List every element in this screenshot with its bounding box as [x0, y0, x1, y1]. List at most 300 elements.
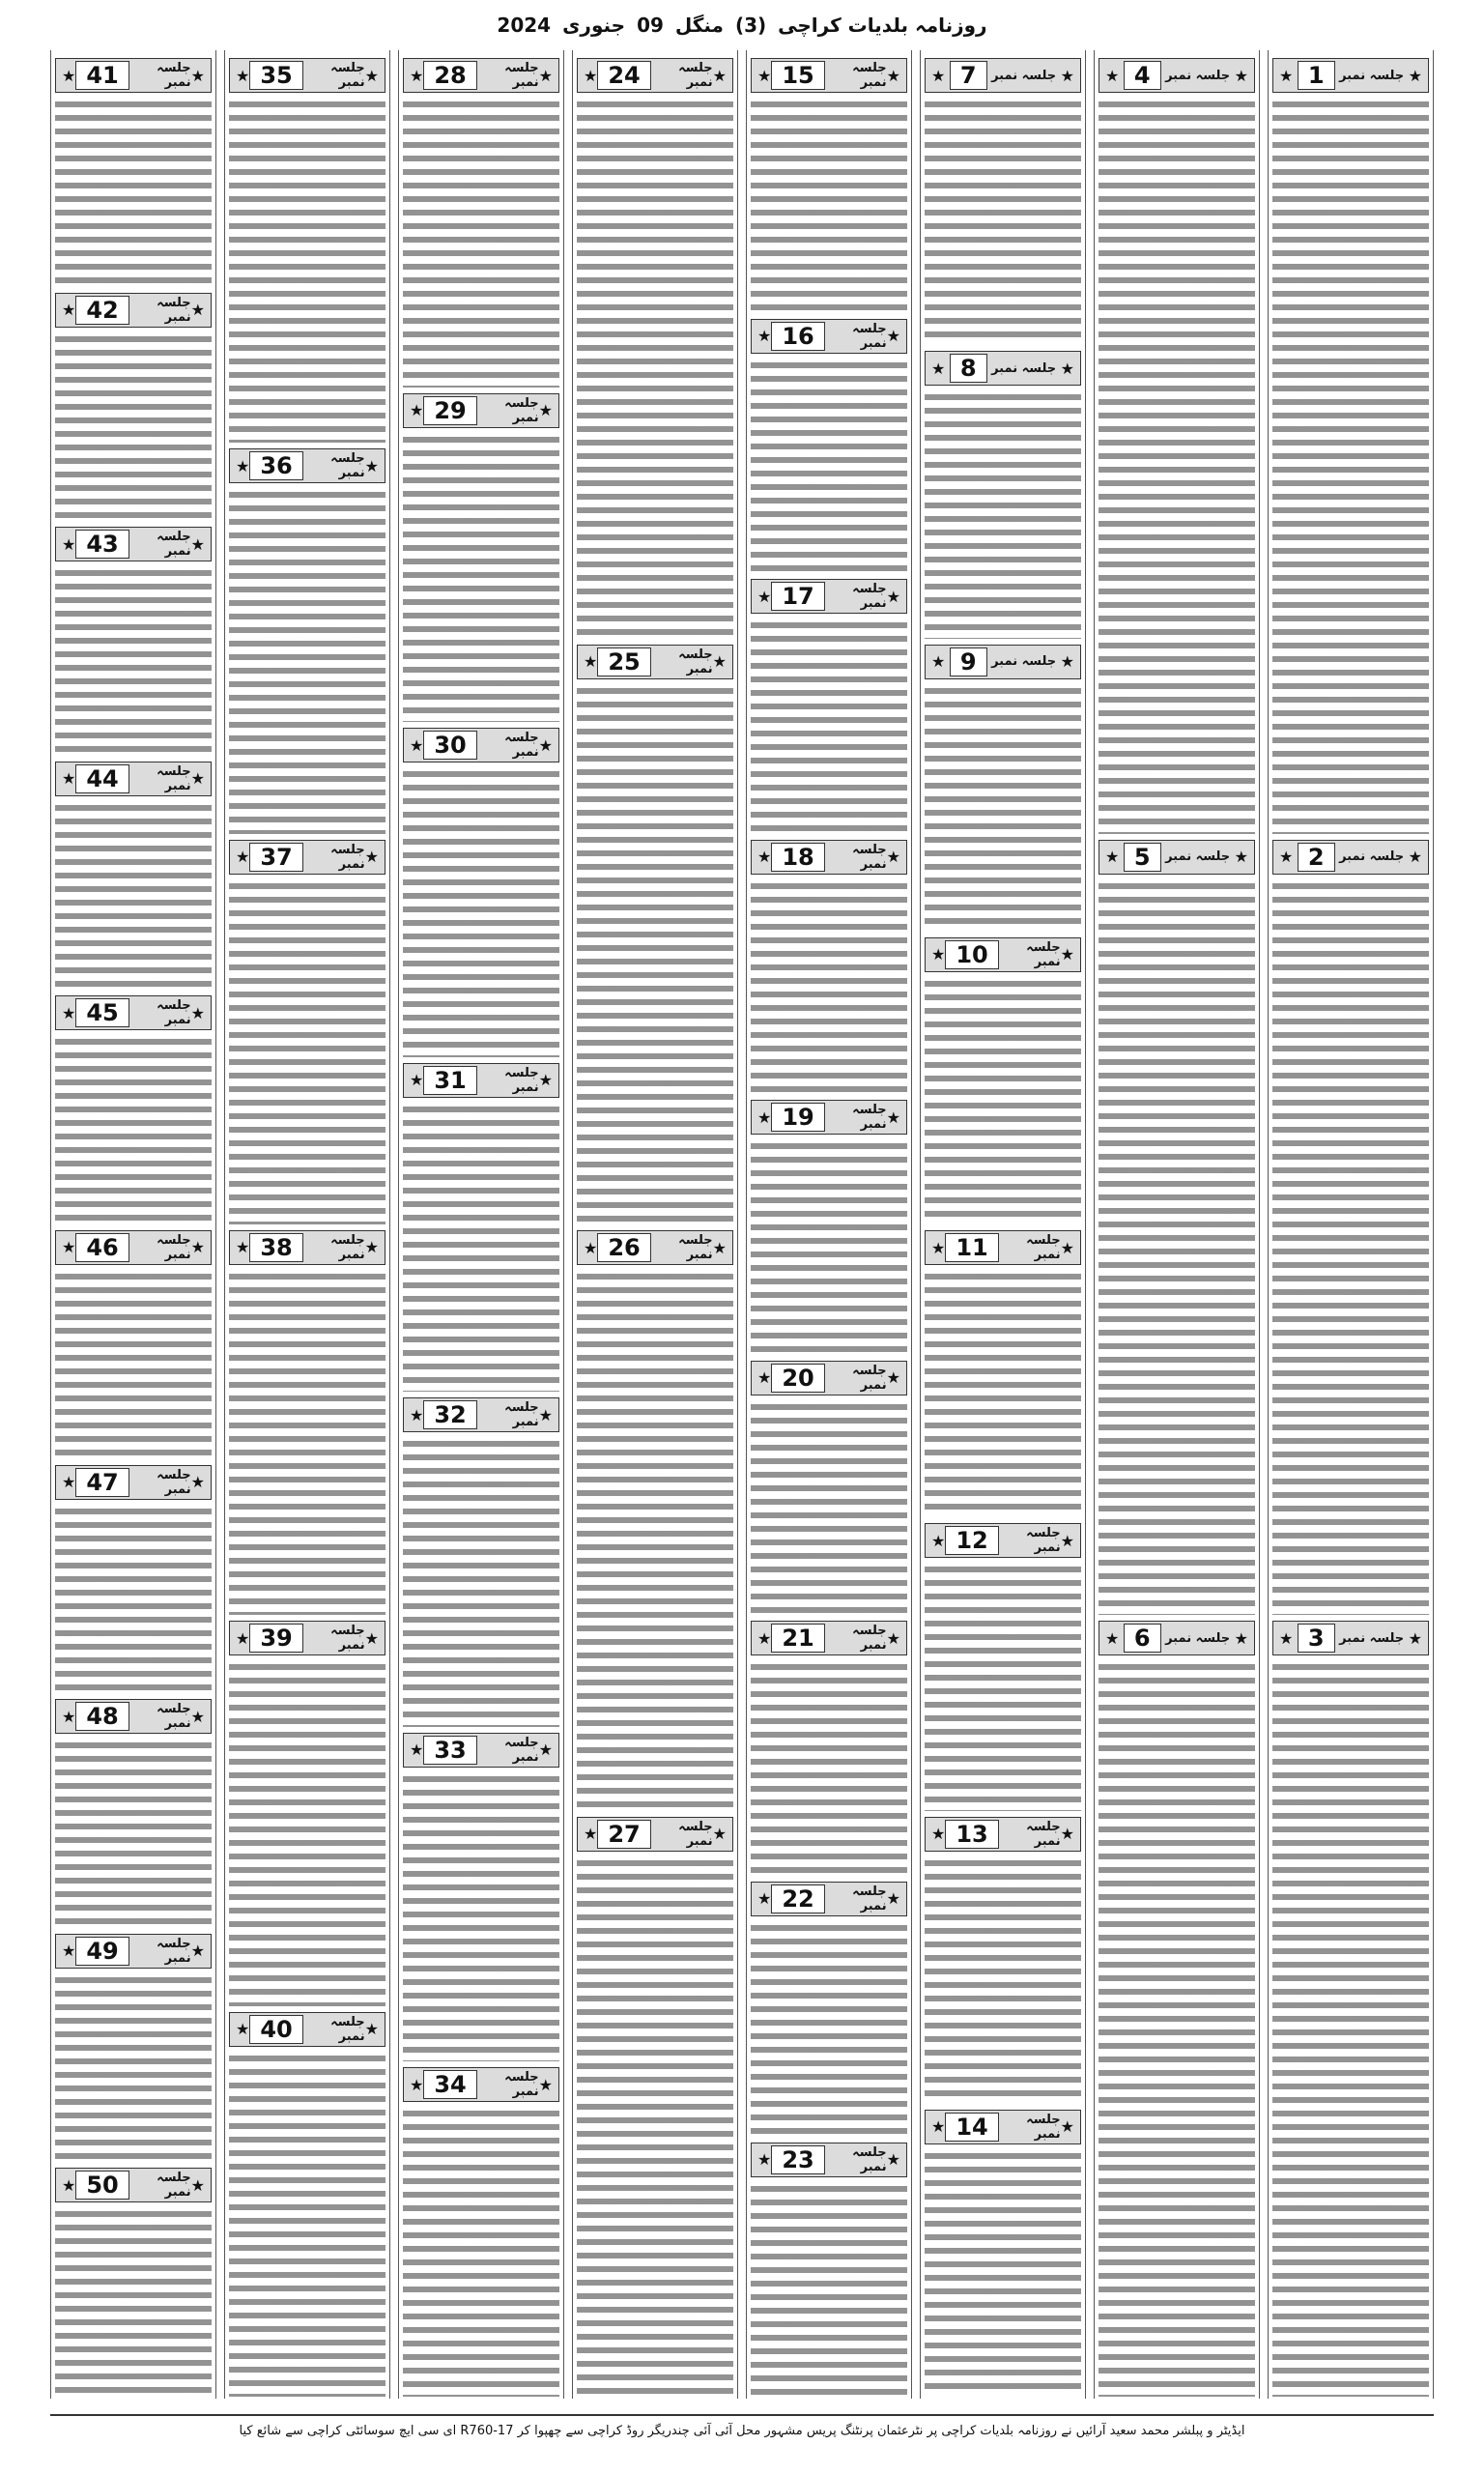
article-text-block	[403, 1771, 559, 2062]
meeting-number: 15	[771, 61, 824, 90]
meeting-label: جلسہ نمبر	[678, 647, 713, 676]
meeting-label: جلسہ نمبر	[678, 1233, 713, 1262]
article-text-block	[751, 358, 907, 574]
star-icon: ★	[886, 1889, 900, 1909]
meeting-number: 31	[423, 1066, 476, 1095]
meeting-number-box	[925, 937, 1081, 972]
meeting-label: جلسہ نمبر	[157, 530, 191, 560]
star-icon: ★	[62, 1003, 76, 1022]
meeting-number-box	[229, 448, 385, 483]
article-text-block	[1099, 97, 1255, 834]
star-icon: ★	[584, 1238, 598, 1257]
star-icon: ★	[190, 301, 205, 320]
star-icon: ★	[62, 1707, 76, 1726]
article-text-block	[229, 1659, 385, 2005]
meeting-number-box	[925, 1523, 1081, 1558]
article-text-block	[1272, 97, 1429, 834]
article-text-block	[229, 1269, 385, 1615]
meeting-number: 32	[423, 1400, 476, 1429]
meeting-number-box	[751, 1100, 907, 1135]
star-icon: ★	[190, 1942, 205, 1961]
meeting-number: 13	[945, 1820, 998, 1849]
star-icon: ★	[1408, 1628, 1422, 1648]
meeting-number: 11	[945, 1233, 998, 1262]
meeting-number-box	[751, 2143, 907, 2177]
star-icon: ★	[931, 1531, 946, 1550]
star-icon: ★	[757, 1368, 772, 1388]
meeting-number-box	[55, 527, 212, 561]
star-icon: ★	[236, 848, 250, 867]
meeting-number: 16	[771, 322, 824, 351]
meeting-number: 40	[249, 2015, 302, 2044]
star-icon: ★	[410, 2075, 424, 2094]
meeting-number: 6	[1124, 1624, 1161, 1653]
meeting-label: جلسہ نمبر	[852, 321, 887, 351]
meeting-label: جلسہ نمبر	[330, 842, 365, 872]
meeting-number: 24	[597, 61, 650, 90]
meeting-label: جلسہ نمبر	[1026, 1819, 1061, 1849]
star-icon: ★	[364, 1238, 379, 1257]
meeting-number: 22	[771, 1884, 824, 1913]
star-icon: ★	[886, 1628, 900, 1648]
meeting-number-box	[751, 840, 907, 875]
star-icon: ★	[410, 1740, 424, 1760]
star-icon: ★	[190, 66, 205, 85]
star-icon: ★	[712, 1238, 727, 1257]
meeting-label: جلسہ نمبر	[852, 61, 887, 90]
article-text-block	[577, 683, 733, 1225]
meeting-label: جلسہ نمبر	[157, 1936, 191, 1966]
star-icon: ★	[1279, 1628, 1294, 1648]
meeting-number: 45	[75, 998, 128, 1027]
star-icon: ★	[931, 652, 946, 671]
star-icon: ★	[886, 587, 900, 606]
meeting-number-box	[229, 1621, 385, 1655]
star-icon: ★	[410, 401, 424, 420]
meeting-number-box	[229, 58, 385, 93]
star-icon: ★	[584, 66, 598, 85]
article-text-block	[229, 487, 385, 833]
meeting-number: 20	[771, 1364, 824, 1393]
meeting-label: جلسہ نمبر	[504, 731, 539, 761]
imprint-text: ایڈیٹر و پبلشر محمد سعید آرائیں نے روزنامہ بلدیات کراچی پر نٹرعثمان پرنٹنگ پریس مشہور محل آئی آئی چندریگر روڈ کراچی سے چھپوا کر R760-17 ای سی ایچ سوسائٹی کراچی سے شائع کیا	[239, 2423, 1245, 2438]
meeting-number: 49	[75, 1937, 128, 1966]
star-icon: ★	[1060, 1531, 1074, 1550]
meeting-number-box	[925, 351, 1081, 386]
meeting-number-box	[403, 1733, 559, 1768]
meeting-number-box	[925, 1817, 1081, 1852]
meeting-label: جلسہ نمبر	[157, 295, 191, 325]
star-icon: ★	[190, 1473, 205, 1492]
meeting-number-box	[751, 1882, 907, 1916]
meeting-label: جلسہ نمبر	[157, 1232, 191, 1262]
article-text-block	[55, 1972, 212, 2163]
star-icon: ★	[62, 1238, 76, 1257]
star-icon: ★	[190, 1707, 205, 1726]
meeting-label: جلسہ نمبر	[504, 395, 539, 425]
star-icon: ★	[886, 2150, 900, 2169]
meeting-number-box	[229, 2012, 385, 2047]
date-day: 09	[637, 14, 664, 37]
star-icon: ★	[62, 1942, 76, 1961]
meeting-label: جلسہ نمبر	[330, 451, 365, 481]
article-text-block	[925, 1269, 1081, 1517]
meeting-number-box	[55, 762, 212, 796]
meeting-number: 5	[1124, 843, 1161, 872]
star-icon: ★	[410, 735, 424, 755]
star-icon: ★	[62, 534, 76, 554]
star-icon: ★	[931, 359, 946, 378]
meeting-label: جلسہ نمبر	[1026, 1233, 1061, 1262]
star-icon: ★	[757, 587, 772, 606]
star-icon: ★	[1060, 359, 1074, 378]
meeting-label: جلسہ نمبر	[157, 1702, 191, 1732]
article-text-block	[751, 97, 907, 313]
meeting-number: 27	[597, 1820, 650, 1849]
meeting-number: 46	[75, 1233, 128, 1262]
article-text-block	[403, 1436, 559, 1727]
column	[920, 50, 1086, 2399]
star-icon: ★	[931, 1825, 946, 1843]
article-text-block	[925, 1562, 1081, 1810]
meeting-label: جلسہ نمبر	[852, 2144, 887, 2174]
meeting-number-box	[925, 645, 1081, 679]
meeting-label: جلسہ نمبر	[1026, 2112, 1061, 2142]
column	[1268, 50, 1434, 2399]
meeting-number: 39	[249, 1624, 302, 1653]
meeting-label: جلسہ نمبر	[1026, 1526, 1061, 1556]
meeting-number-box	[577, 58, 733, 93]
article-text-block	[55, 1504, 212, 1694]
meeting-label: جلسہ نمبر	[157, 61, 191, 90]
star-icon: ★	[1105, 66, 1120, 85]
star-icon: ★	[236, 66, 250, 85]
meeting-number: 12	[945, 1526, 998, 1555]
star-icon: ★	[364, 1628, 379, 1648]
star-icon: ★	[1060, 1825, 1074, 1843]
article-text-block	[55, 1034, 212, 1224]
article-text-block	[751, 1659, 907, 1876]
star-icon: ★	[931, 2117, 946, 2137]
meeting-label: جلسہ نمبر	[852, 1363, 887, 1393]
meeting-label: جلسہ نمبر	[852, 1624, 887, 1654]
article-text-block	[925, 2148, 1081, 2397]
article-text-block	[229, 878, 385, 1224]
star-icon: ★	[886, 66, 900, 85]
meeting-number-box	[403, 393, 559, 428]
meeting-number-box	[1272, 1621, 1429, 1655]
meeting-number-box	[925, 2110, 1081, 2144]
meeting-number: 7	[950, 61, 987, 90]
meeting-number: 26	[597, 1233, 650, 1262]
meeting-number-box	[751, 579, 907, 614]
article-text-block	[577, 1856, 733, 2398]
meeting-label: جلسہ نمبر	[504, 2070, 539, 2100]
meeting-number: 3	[1298, 1624, 1335, 1653]
meeting-label: جلسہ نمبر	[330, 1624, 365, 1654]
meeting-number: 35	[249, 61, 302, 90]
star-icon: ★	[1279, 848, 1294, 867]
article-text-block	[751, 618, 907, 834]
star-icon: ★	[1408, 848, 1422, 867]
meeting-label: جلسہ نمبر	[852, 842, 887, 872]
meeting-number-box	[1099, 840, 1255, 875]
meeting-number: 30	[423, 731, 476, 760]
article-text-block	[577, 1269, 733, 1811]
star-icon: ★	[757, 2150, 772, 2169]
meeting-number: 48	[75, 1702, 128, 1731]
meeting-number-box	[55, 2168, 212, 2202]
page-number: (3)	[734, 14, 767, 37]
article-text-block	[229, 2051, 385, 2397]
meeting-label: جلسہ نمبر	[330, 2014, 365, 2044]
meeting-number: 44	[75, 764, 128, 793]
meeting-number: 8	[950, 354, 987, 383]
star-icon: ★	[1060, 652, 1074, 671]
meeting-number: 1	[1298, 61, 1335, 90]
column	[746, 50, 912, 2399]
star-icon: ★	[886, 327, 900, 346]
imprint-footer	[50, 2414, 1434, 2445]
meeting-number-box	[55, 293, 212, 328]
meeting-number-box	[751, 1621, 907, 1655]
meeting-label: جلسہ نمبر	[852, 1103, 887, 1133]
meeting-label: جلسہ نمبر	[504, 1735, 539, 1765]
meeting-number: 9	[950, 647, 987, 676]
newspaper-name: روزنامہ بلدیات کراچی	[778, 14, 987, 37]
meeting-number-box	[55, 1230, 212, 1265]
meeting-number-box	[1099, 1621, 1255, 1655]
meeting-number-box	[577, 645, 733, 679]
weekday: منگل	[674, 14, 724, 37]
article-text-block	[1272, 878, 1429, 1616]
star-icon: ★	[931, 945, 946, 964]
article-text-block	[751, 2181, 907, 2398]
meeting-number-box	[403, 728, 559, 762]
star-icon: ★	[1060, 945, 1074, 964]
article-text-block	[55, 1738, 212, 1928]
star-icon: ★	[236, 1628, 250, 1648]
article-text-block	[55, 97, 212, 287]
article-text-block	[403, 1102, 559, 1393]
article-text-block	[403, 97, 559, 388]
year: 2024	[497, 14, 552, 37]
article-text-block	[403, 766, 559, 1057]
star-icon: ★	[1234, 66, 1248, 85]
meeting-number-box	[55, 1699, 212, 1734]
meeting-label: جلسہ نمبر	[1165, 1630, 1231, 1646]
article-text-block	[925, 1856, 1081, 2104]
meeting-label: جلسہ نمبر	[678, 61, 713, 90]
meeting-number: 41	[75, 61, 128, 90]
meeting-number-box	[55, 58, 212, 93]
star-icon: ★	[712, 66, 727, 85]
article-text-block	[403, 2106, 559, 2397]
column	[572, 50, 738, 2399]
meeting-number-box	[403, 2067, 559, 2102]
star-icon: ★	[757, 1889, 772, 1909]
meeting-label: جلسہ نمبر	[504, 1065, 539, 1095]
meeting-number: 34	[423, 2070, 476, 2099]
article-text-block	[925, 976, 1081, 1224]
article-text-block	[925, 683, 1081, 932]
meeting-label: جلسہ نمبر	[991, 68, 1057, 83]
meeting-number: 4	[1124, 61, 1161, 90]
article-text-block	[55, 565, 212, 756]
article-text-block	[403, 432, 559, 723]
meeting-number-box	[925, 1230, 1081, 1265]
star-icon: ★	[364, 66, 379, 85]
star-icon: ★	[757, 1108, 772, 1127]
meeting-number: 29	[423, 396, 476, 425]
meeting-number: 50	[75, 2171, 128, 2200]
article-text-block	[751, 1920, 907, 2137]
star-icon: ★	[886, 848, 900, 867]
article-text-block	[577, 97, 733, 639]
article-text-block	[55, 800, 212, 991]
column	[1094, 50, 1260, 2399]
star-icon: ★	[931, 66, 946, 85]
star-icon: ★	[62, 301, 76, 320]
meeting-number: 18	[771, 843, 824, 872]
meeting-number: 17	[771, 582, 824, 611]
column	[224, 50, 390, 2399]
meeting-number-box	[751, 1361, 907, 1395]
meeting-number-box	[55, 1465, 212, 1500]
star-icon: ★	[584, 652, 598, 671]
article-text-block	[751, 1138, 907, 1355]
star-icon: ★	[886, 1368, 900, 1388]
star-icon: ★	[886, 1108, 900, 1127]
star-icon: ★	[538, 66, 553, 85]
meeting-number: 2	[1298, 843, 1335, 872]
star-icon: ★	[62, 1473, 76, 1492]
meeting-label: جلسہ نمبر	[991, 360, 1057, 376]
star-icon: ★	[712, 1825, 727, 1843]
meeting-number-box	[577, 1230, 733, 1265]
star-icon: ★	[410, 1405, 424, 1424]
star-icon: ★	[538, 735, 553, 755]
masthead	[0, 0, 1484, 50]
star-icon: ★	[190, 1003, 205, 1022]
meeting-number-box	[751, 319, 907, 354]
column	[50, 50, 216, 2399]
meeting-number: 36	[249, 451, 302, 480]
meeting-number-box	[1272, 58, 1429, 93]
star-icon: ★	[410, 66, 424, 85]
star-icon: ★	[190, 769, 205, 789]
star-icon: ★	[1408, 66, 1422, 85]
meeting-number: 38	[249, 1233, 302, 1262]
meeting-label: جلسہ نمبر	[1339, 68, 1405, 83]
meeting-number: 21	[771, 1624, 824, 1653]
meeting-number: 23	[771, 2145, 824, 2174]
meeting-label: جلسہ نمبر	[1026, 939, 1061, 969]
meeting-number: 10	[945, 940, 998, 969]
meeting-label: جلسہ نمبر	[852, 1884, 887, 1913]
meeting-number-box	[1099, 58, 1255, 93]
meeting-number-box	[229, 840, 385, 875]
meeting-label: جلسہ نمبر	[330, 61, 365, 90]
star-icon: ★	[538, 1405, 553, 1424]
article-text-block	[55, 1269, 212, 1459]
star-icon: ★	[364, 456, 379, 475]
meeting-label: جلسہ نمبر	[852, 582, 887, 612]
meeting-number-box	[55, 1934, 212, 1969]
meeting-number-box	[55, 995, 212, 1030]
star-icon: ★	[62, 769, 76, 789]
page-columns	[50, 50, 1434, 2399]
meeting-label: جلسہ نمبر	[157, 763, 191, 793]
star-icon: ★	[62, 66, 76, 85]
meeting-label: جلسہ نمبر	[157, 1467, 191, 1497]
article-text-block	[1099, 878, 1255, 1616]
meeting-number: 43	[75, 530, 128, 559]
meeting-label: جلسہ نمبر	[678, 1819, 713, 1849]
star-icon: ★	[1060, 1238, 1074, 1257]
star-icon: ★	[410, 1071, 424, 1090]
star-icon: ★	[1234, 848, 1248, 867]
star-icon: ★	[757, 327, 772, 346]
meeting-number-box	[403, 1063, 559, 1098]
star-icon: ★	[364, 2020, 379, 2039]
star-icon: ★	[190, 2175, 205, 2195]
meeting-number-box	[925, 58, 1081, 93]
star-icon: ★	[364, 848, 379, 867]
meeting-label: جلسہ نمبر	[991, 654, 1057, 669]
star-icon: ★	[584, 1825, 598, 1843]
meeting-label: جلسہ نمبر	[1339, 1630, 1405, 1646]
meeting-number: 42	[75, 296, 128, 325]
star-icon: ★	[1279, 66, 1294, 85]
month: جنوری	[562, 14, 626, 37]
star-icon: ★	[236, 2020, 250, 2039]
article-text-block	[925, 389, 1081, 638]
meeting-number-box	[403, 58, 559, 93]
star-icon: ★	[931, 1238, 946, 1257]
star-icon: ★	[1060, 2117, 1074, 2137]
star-icon: ★	[190, 534, 205, 554]
star-icon: ★	[757, 66, 772, 85]
star-icon: ★	[538, 401, 553, 420]
star-icon: ★	[538, 1740, 553, 1760]
meeting-label: جلسہ نمبر	[157, 2171, 191, 2201]
article-text-block	[55, 331, 212, 522]
star-icon: ★	[538, 2075, 553, 2094]
star-icon: ★	[757, 848, 772, 867]
meeting-number-box	[229, 1230, 385, 1265]
article-text-block	[1099, 1659, 1255, 2397]
star-icon: ★	[757, 1628, 772, 1648]
star-icon: ★	[712, 652, 727, 671]
meeting-number: 25	[597, 647, 650, 676]
meeting-label: جلسہ نمبر	[1165, 68, 1231, 83]
star-icon: ★	[1234, 1628, 1248, 1648]
meeting-number: 33	[423, 1736, 476, 1765]
star-icon: ★	[190, 1238, 205, 1257]
article-text-block	[55, 2206, 212, 2397]
meeting-label: جلسہ نمبر	[1165, 849, 1231, 865]
meeting-number: 28	[423, 61, 476, 90]
article-text-block	[751, 1399, 907, 1616]
star-icon: ★	[1105, 1628, 1120, 1648]
meeting-number-box	[751, 58, 907, 93]
meeting-number-box	[577, 1817, 733, 1852]
meeting-number-box	[1272, 840, 1429, 875]
article-text-block	[229, 97, 385, 443]
article-text-block	[751, 878, 907, 1095]
star-icon: ★	[62, 2175, 76, 2195]
